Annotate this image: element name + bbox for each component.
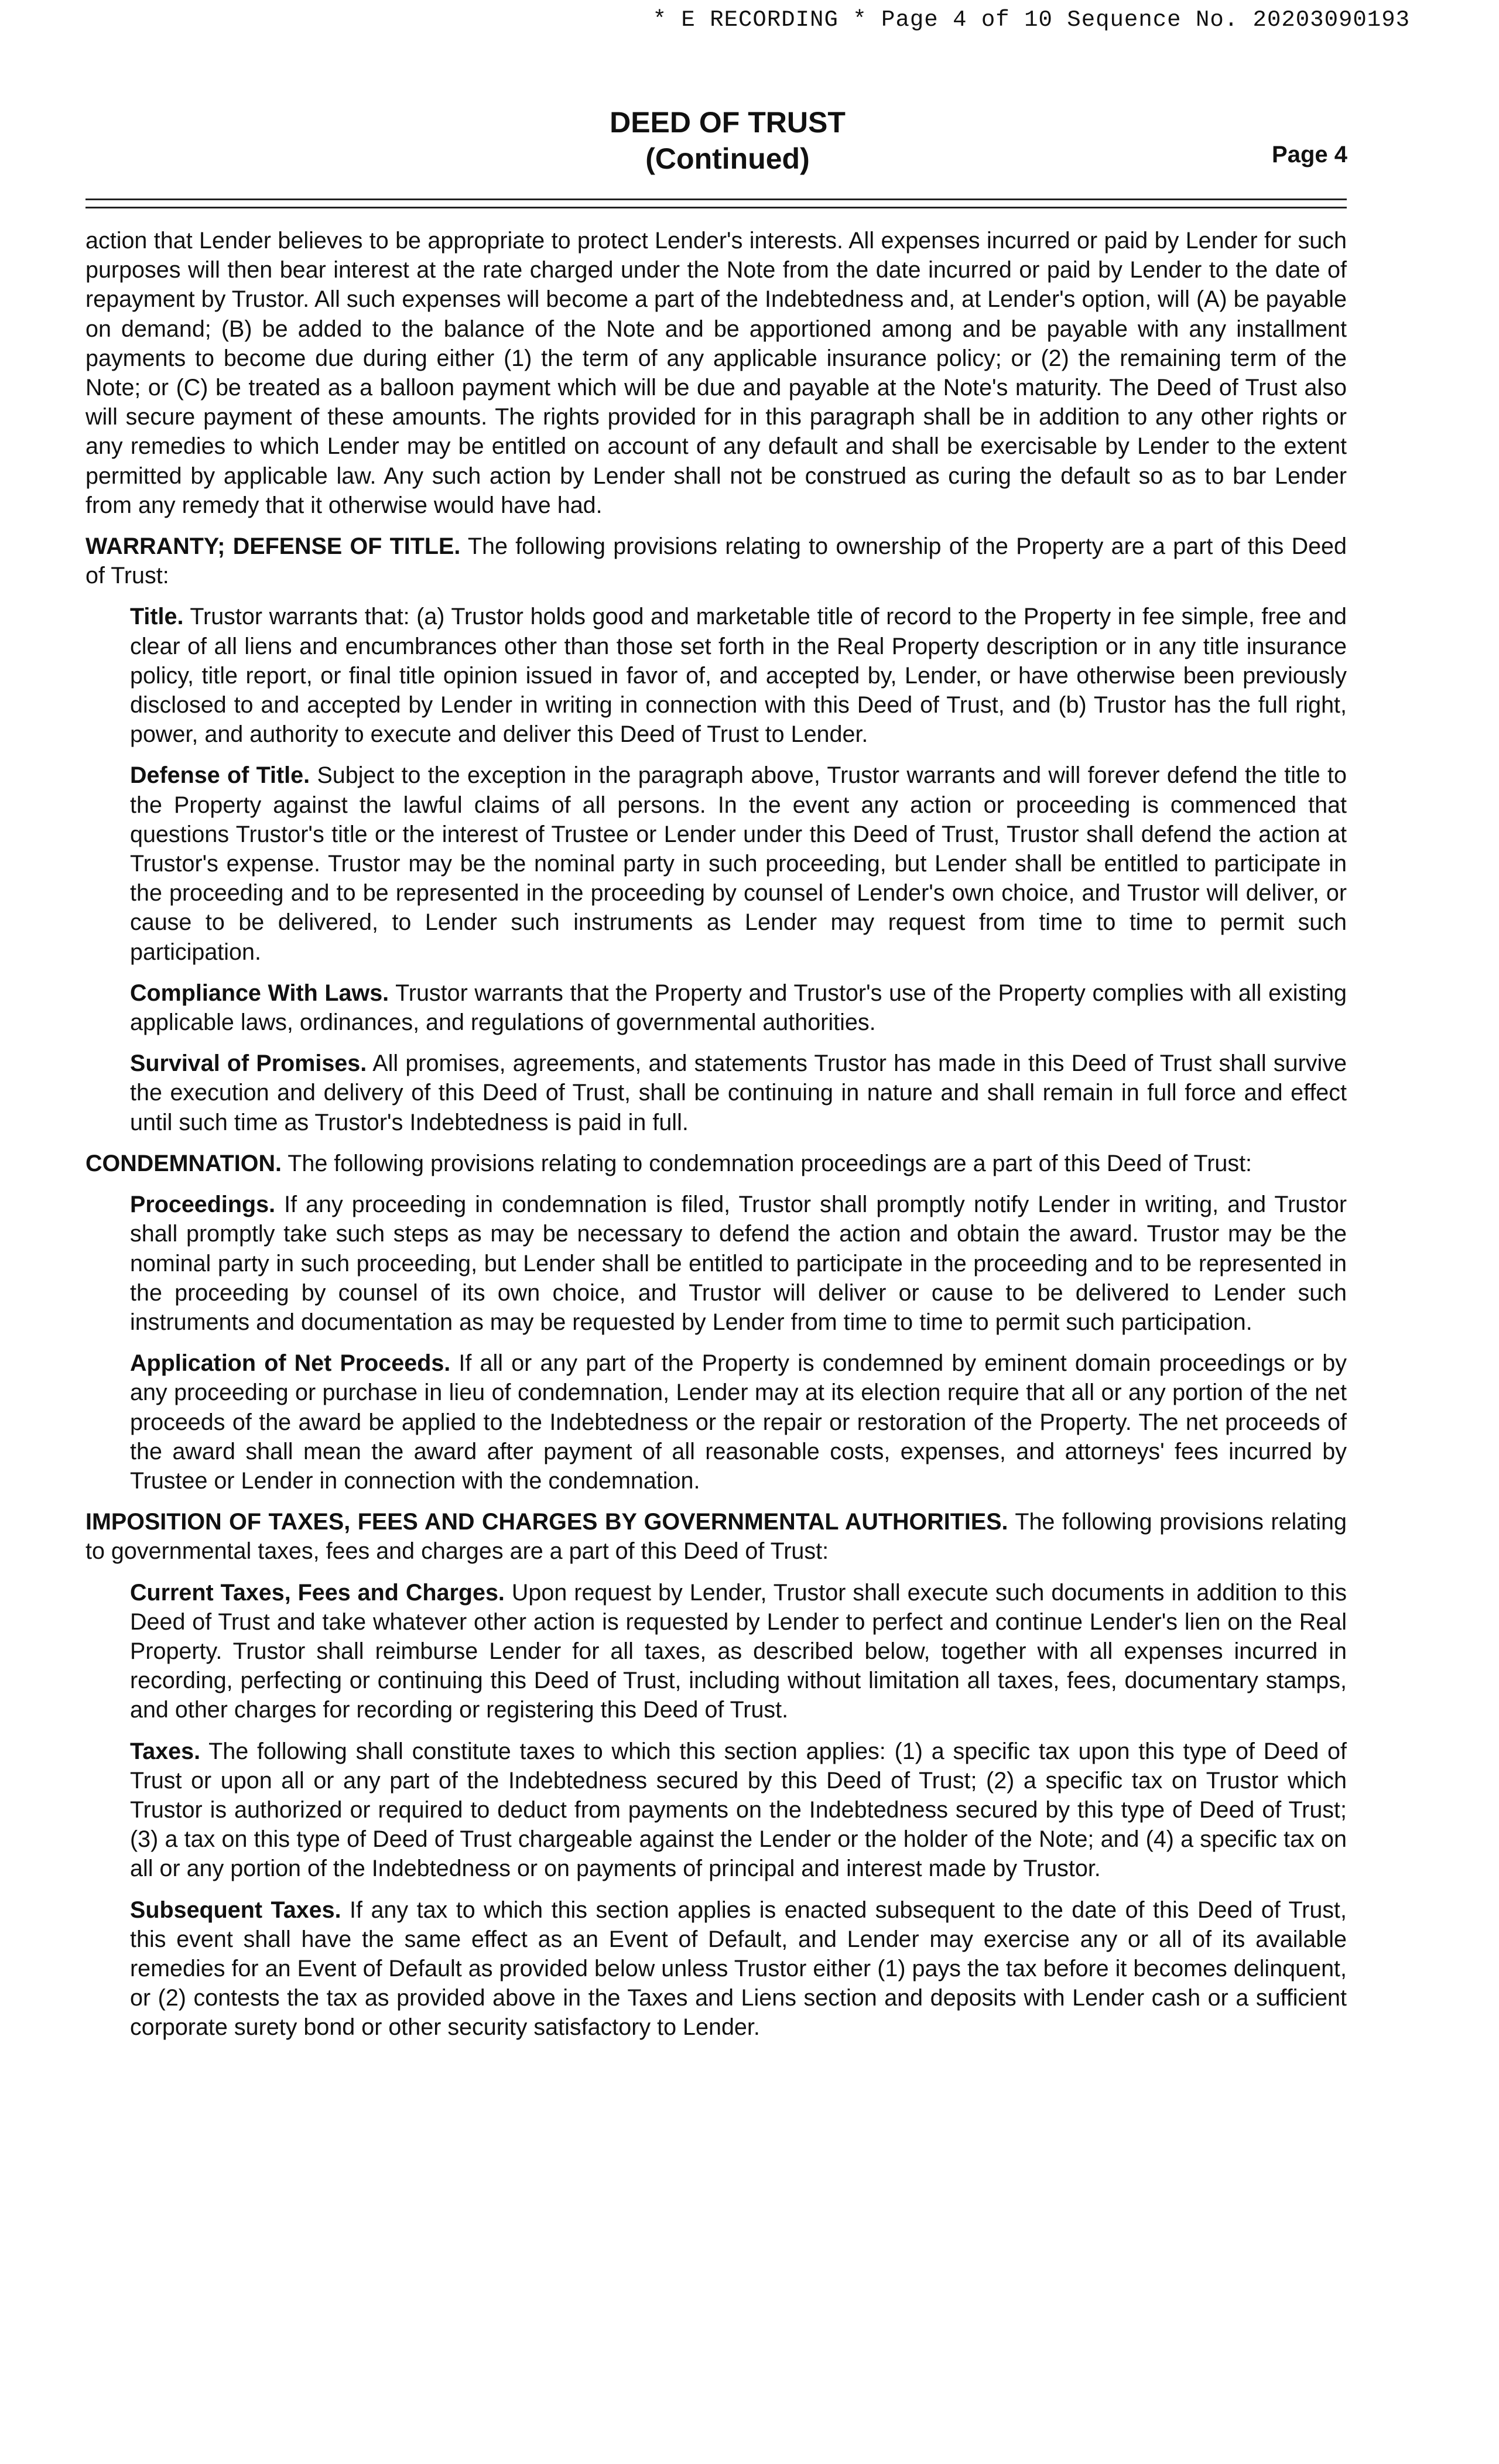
document-body: [85, 226, 1347, 2054]
subsection-text: All promises, agreements, and statements Trustor has made in this Deed of Trust shall survive the execution and delivery of this Deed of Trust, shall be continuing in nature and shall remain in full force and effect until such time as Trustor's Indebtedness is paid in full.: [130, 1050, 1347, 1135]
subsection-heading: Survival of Promises.: [130, 1050, 367, 1077]
subsection-compliance-with-laws: [85, 978, 1347, 1037]
subsection-heading: Compliance With Laws.: [130, 980, 389, 1006]
subsection-survival-of-promises: [85, 1049, 1347, 1137]
header-divider-top: [85, 199, 1347, 200]
recording-header: * E RECORDING * Page 4 of 10 Sequence No. 20203090193: [652, 7, 1410, 33]
subsection-application-of-net-proceeds: [85, 1349, 1347, 1495]
title-line-2: (Continued): [645, 142, 810, 175]
section-heading: IMPOSITION OF TAXES, FEES AND CHARGES BY GOVERNMENTAL AUTHORITIES.: [85, 1509, 1008, 1535]
section-condemnation: [85, 1149, 1347, 1178]
subsection-defense-of-title: [85, 761, 1347, 966]
section-text: The following provisions relating to condemnation proceedings are a part of this Deed of Trust:: [288, 1150, 1252, 1176]
section-text: The following provisions relating to ownership of the Property are a part of this Deed of Trust:: [85, 533, 1347, 589]
subsection-heading: Subsequent Taxes.: [130, 1897, 341, 1923]
subsection-text: The following shall constitute taxes to which this section applies: (1) a specific tax upon this type of Deed of Trust or upon all or any part of the Indebtedness secured by this Deed of Trust; (2) a specific tax on Trustor which Trustor is authorized or required to deduct from payments on the Indebtedness secured by this type of Deed of Trust; (3) a tax on this type of Deed of Trust chargeable against the Lender or the holder of the Note; and (4) a specific tax on all or any portion of the Indebtedness or on payments of principal and interest made by Trustor.: [130, 1738, 1347, 1882]
subsection-text: Subject to the exception in the paragraph above, Trustor warrants and will forever defend the title to the Property against the lawful claims of all persons. In the event any action or proceeding is commenced that questions Trustor's title or the interest of Trustee or Lender under this Deed of Trust, Trustor shall defend the action at Trustor's expense. Trustor may be the nominal party in such proceeding, but Lender shall be entitled to participate in the proceeding and to be represented in the proceeding by counsel of Lender's own choice, and Trustor will deliver, or cause to be delivered, to Lender such instruments as Lender may request from time to time to permit such participation.: [130, 762, 1347, 965]
intro-paragraph: action that Lender believes to be appropriate to protect Lender's interests. All expenses incurred or paid by Lender for such purposes will then bear interest at the rate charged under the Note from the date incurred or paid by Lender to the date of repayment by Trustor. All such expenses will become a part of the Indebtedness and, at Lender's option, will (A) be payable on demand; (B) be added to the balance of the Note and be apportioned among and be payable with any installment payments to become due during either (1) the term of any applicable insurance policy; or (2) the remaining term of the Note; or (C) be treated as a balloon payment which will be due and payable at the Note's maturity. The Deed of Trust also will secure payment of these amounts. The rights provided for in this paragraph shall be in addition to any other rights or any remedies to which Lender may be entitled on account of any default and shall be exercisable by Lender to the extent permitted by applicable law. Any such action by Lender shall not be construed as curing the default so as to bar Lender from any remedy that it otherwise would have had.: [85, 228, 1347, 518]
subsection-proceedings: [85, 1190, 1347, 1337]
section-heading: WARRANTY; DEFENSE OF TITLE.: [85, 533, 461, 560]
subsection-text: Trustor warrants that the Property and Trustor's use of the Property complies with all existing applicable laws, ordinances, and regulations of governmental authorities.: [130, 980, 1347, 1036]
subsection-heading: Current Taxes, Fees and Charges.: [130, 1579, 505, 1606]
subsection-current-taxes: [85, 1578, 1347, 1725]
title-line-1: DEED OF TRUST: [610, 106, 846, 139]
subsection-heading: Title.: [130, 604, 184, 630]
subsection-text: If all or any part of the Property is condemned by eminent domain proceedings or by any proceeding or purchase in lieu of condemnation, Lender may at its election require that all or any portion of the net proceeds of the award be applied to the Indebtedness or the repair or restoration of the Property. The net proceeds of the award shall mean the award after payment of all reasonable costs, expenses, and attorneys' fees incurred by Trustee or Lender in connection with the condemnation.: [130, 1350, 1347, 1494]
page-number-label: Page 4: [1272, 142, 1347, 167]
subsection-text: Upon request by Lender, Trustor shall execute such documents in addition to this Deed of Trust and take whatever other action is requested by Lender to perfect and continue Lender's lien on the Real Property. Trustor shall reimburse Lender for all taxes, as described below, together with all expenses incurred in recording, perfecting or continuing this Deed of Trust, including without limitation all taxes, fees, documentary stamps, and other charges for recording or registering this Deed of Trust.: [130, 1579, 1347, 1723]
section-warranty: [85, 532, 1347, 590]
subsection-subsequent-taxes: [85, 1895, 1347, 2042]
section-heading: CONDEMNATION.: [85, 1150, 282, 1176]
subsection-heading: Proceedings.: [130, 1192, 276, 1218]
subsection-text: Trustor warrants that: (a) Trustor holds good and marketable title of record to the Property in fee simple, free and clear of all liens and encumbrances other than those set forth in the Real Property description or in any title insurance policy, title report, or final title opinion issued in favor of, and accepted by, Lender, or have otherwise been previously disclosed to and accepted by Lender in writing in connection with this Deed of Trust, and (b) Trustor has the full right, power, and authority to execute and deliver this Deed of Trust to Lender.: [130, 604, 1347, 748]
section-text: The following provisions relating to governmental taxes, fees and charges are a part of this Deed of Trust:: [85, 1509, 1347, 1565]
document-title: [0, 104, 1455, 177]
subsection-title: [85, 602, 1347, 749]
section-imposition-of-taxes: [85, 1507, 1347, 1566]
subsection-heading: Defense of Title.: [130, 762, 310, 789]
subsection-taxes: [85, 1737, 1347, 1884]
subsection-text: If any proceeding in condemnation is filed, Trustor shall promptly notify Lender in writing, and Trustor shall promptly take such steps as may be necessary to defend the action and obtain the award. Trustor may be the nominal party in such proceeding, but Lender shall be entitled to participate in the proceeding and to be represented in the proceeding by counsel of its own choice, and Trustor will deliver or cause to be delivered to Lender such instruments and documentation as may be requested by Lender from time to time to permit such participation.: [130, 1192, 1347, 1335]
header-divider-bottom: [85, 207, 1347, 208]
subsection-heading: Application of Net Proceeds.: [130, 1350, 451, 1377]
subsection-heading: Taxes.: [130, 1738, 201, 1764]
subsection-text: If any tax to which this section applies is enacted subsequent to the date of this Deed of Trust, this event shall have the same effect as an Event of Default, and Lender may exercise any or all of its available remedies for an Event of Default as provided below unless Trustor either (1) pays the tax before it becomes delinquent, or (2) contests the tax as provided above in the Taxes and Liens section and deposits with Lender cash or a sufficient corporate surety bond or other security satisfactory to Lender.: [130, 1897, 1347, 2041]
